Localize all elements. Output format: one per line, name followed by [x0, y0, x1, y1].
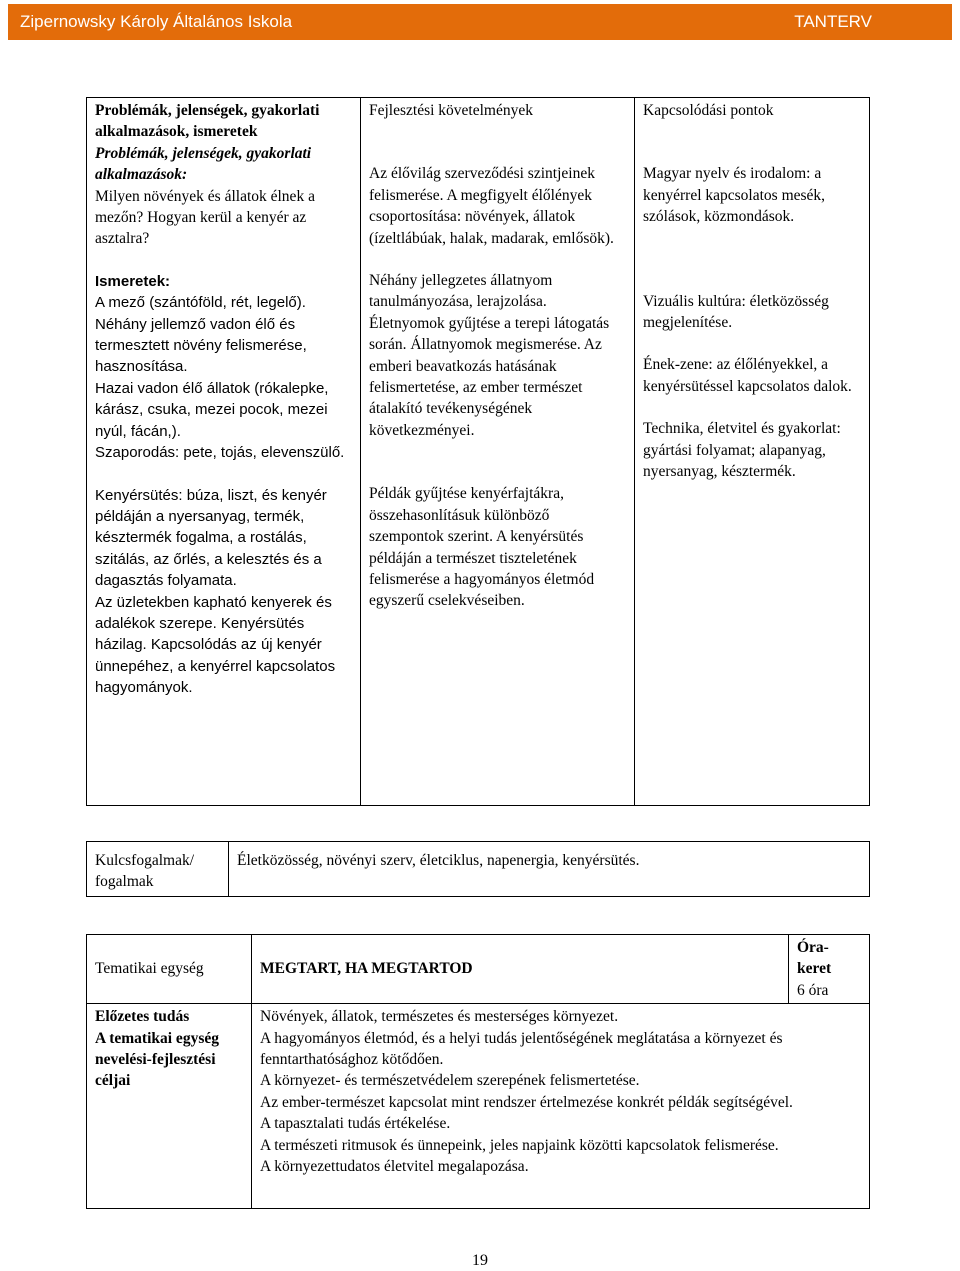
problems-text: Milyen növények és állatok élnek a mezőn? Hogyan kerül a kenyér az asztalra? [95, 187, 315, 248]
key-concepts-value: Életközösség, növényi szerv, életciklus, napenergia, kenyérsütés. [229, 842, 870, 897]
development-requirements-column [361, 98, 635, 806]
hours-value: 6 óra [797, 981, 829, 999]
knowledge-line: Hazai vadon élő állatok (rókalepke, kárász, csuka, mezei pocok, mezei nyúl, fácán,). [95, 379, 329, 440]
bread-making-text: Kenyérsütés: búza, liszt, és kenyér példáján a nyersanyag, termék, késztermék fogalma, a rostálás, szitálás, az őrlés, a kelesztés és a dagasztás folyamata. [95, 486, 327, 590]
prereq-goals-value-cell [252, 1004, 870, 1209]
column-header-requirements: Fejlesztési követelmények [369, 102, 533, 119]
requirements-paragraph: Néhány jellegzetes állatnyom tanulmányozása, lerajzolása. Életnyomok gyűjtése a terepi látogatás során. Állatnyomok megismerése. Az emberi beavatkozás hatásának felismertetése, az ember természet átalakító tevékenységének következményei. [369, 272, 610, 439]
goal-item: A természeti ritmusok és ünnepeink, jeles napjaink közötti kapcsolatok felismerése. [260, 1136, 779, 1154]
goal-item: A hagyományos életmód, és a helyi tudás jelentőségének meglátatása a környezet és fenntarthatósághoz kötődően. [260, 1029, 783, 1069]
requirements-paragraph: Az élővilág szerveződési szintjeinek felismerése. A megfigyelt élőlények csoportosítása: növények, állatok (ízeltlábúak, halak, madarak, emlősök). [369, 165, 614, 247]
prereq-label: Előzetes tudás [95, 1008, 190, 1026]
unit-title: MEGTART, HA MEGTARTOD [252, 935, 789, 1004]
problems-title: Problémák, jelenségek, gyakorlati alkalmazások: [95, 144, 312, 184]
connection-paragraph: Vizuális kultúra: életközösség megjelenítése. [643, 292, 829, 332]
knowledge-title: Ismeretek: [95, 272, 171, 290]
goal-item: Az ember-természet kapcsolat mint rendszer értelmezése konkrét példák segítségével. [260, 1093, 793, 1111]
key-concepts-table [86, 841, 870, 897]
column-header-problems: Problémák, jelenségek, gyakorlati alkalmazások, ismeretek [95, 102, 320, 141]
curriculum-content-table [86, 97, 870, 806]
goal-item: A tapasztalati tudás értékelése. [260, 1115, 451, 1133]
shops-bread-text: Az üzletekben kapható kenyerek és adalékok szerepe. Kenyérsütés házilag. Kapcsolódás az új kenyér ünnepéhez, a kenyérrel kapcsolatos hagyományok. [95, 593, 336, 697]
goal-item: A környezettudatos életvitel megalapozása. [260, 1158, 529, 1176]
connection-paragraph: Magyar nyelv és irodalom: a kenyérrel kapcsolatos mesék, szólások, közmondások. [643, 165, 826, 226]
hours-cell [789, 935, 870, 1004]
connection-paragraph: Technika, életvitel és gyakorlat: gyártási folyamat; alapanyag, nyersanyag, késztermék. [643, 420, 841, 481]
goal-item: A környezet- és természetvédelem szerepének felismertetése. [260, 1072, 640, 1090]
knowledge-line: A mező (szántóföld, rét, legelő). [95, 294, 306, 312]
knowledge-line: Szaporodás: pete, tojás, elevenszülő. [95, 444, 345, 462]
school-name: Zipernowsky Károly Általános Iskola [20, 12, 293, 31]
knowledge-line: Néhány jellemző vadon élő és termesztett növény felismerése, hasznosítása. [95, 315, 307, 376]
connection-paragraph: Ének-zene: az élőlényekkel, a kenyérsütéssel kapcsolatos dalok. [643, 356, 852, 395]
requirements-paragraph: Példák gyűjtése kenyérfajtákra, összehasonlításuk különböző szempontok szerint. A kenyérsütés példáján a természet tiszteletének felismerése a hagyományos életmód egyszerű cselekvéseiben. [369, 485, 595, 610]
document-header-bar [8, 4, 952, 40]
hours-label: Óra-keret [797, 939, 832, 978]
prereq-goals-label-cell [87, 1004, 252, 1209]
problems-knowledge-column [87, 98, 361, 806]
document-type: TANTERV [794, 12, 872, 31]
unit-label: Tematikai egység [87, 935, 252, 1004]
column-header-connections: Kapcsolódási pontok [643, 102, 774, 119]
connection-points-column [635, 98, 870, 806]
thematic-unit-table [86, 934, 870, 1209]
goals-label: A tematikai egység nevelési-fejlesztési céljai [95, 1029, 219, 1090]
page-number: 19 [472, 1252, 488, 1269]
prereq-value: Növények, állatok, természetes és mesterséges környezet. [260, 1008, 619, 1026]
key-concepts-label: Kulcsfogalmak/ fogalmak [87, 842, 229, 897]
